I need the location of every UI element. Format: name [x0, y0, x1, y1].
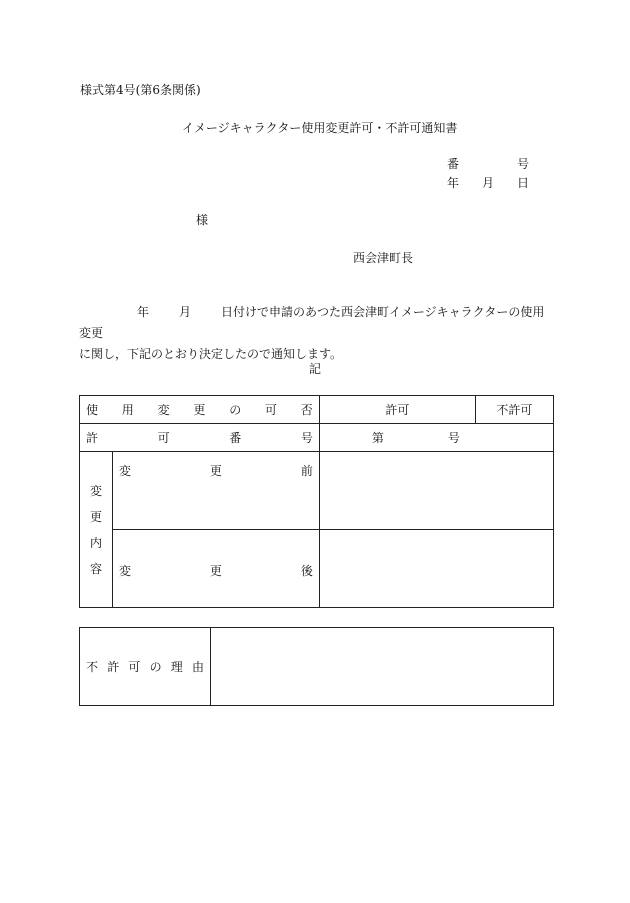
issuer-name: 西会津町長 [353, 251, 414, 265]
reference-date-line: 年 月 日 [447, 176, 529, 190]
permit-number-field[interactable]: 第 号 [319, 424, 553, 452]
approve-cell[interactable]: 許可 [319, 396, 475, 424]
after-change-label: 変 更 後 [113, 530, 320, 608]
form-number: 様式第4号(第6条関係) [80, 83, 201, 97]
before-change-field[interactable] [319, 452, 553, 530]
permit-number-label: 許 可 番 号 [80, 424, 320, 452]
denial-reason-field[interactable] [211, 628, 554, 706]
decision-table [79, 395, 554, 608]
reference-number-line: 番 号 [447, 157, 529, 171]
reason-table [79, 627, 554, 706]
availability-label: 使 用 変 更 の 可 否 [80, 396, 320, 424]
addressee-honorific: 様 [196, 213, 209, 227]
change-details-label: 変 更 内 容 [80, 452, 113, 608]
reference-block [447, 155, 529, 193]
deny-cell[interactable]: 不許可 [475, 396, 553, 424]
denial-reason-label: 不 許 可 の 理 由 [80, 628, 211, 706]
notice-body: 年 月 日付けで申請のあつた西会津町イメージキャラクターの使用変更 に関し，下記のとおり決定したので通知します。 [79, 305, 545, 361]
after-change-field[interactable] [319, 530, 553, 608]
before-change-label: 変 更 前 [113, 452, 320, 530]
document-title: イメージキャラクター使用変更許可・不許可通知書 [182, 121, 458, 135]
record-heading: 記 [309, 362, 322, 376]
